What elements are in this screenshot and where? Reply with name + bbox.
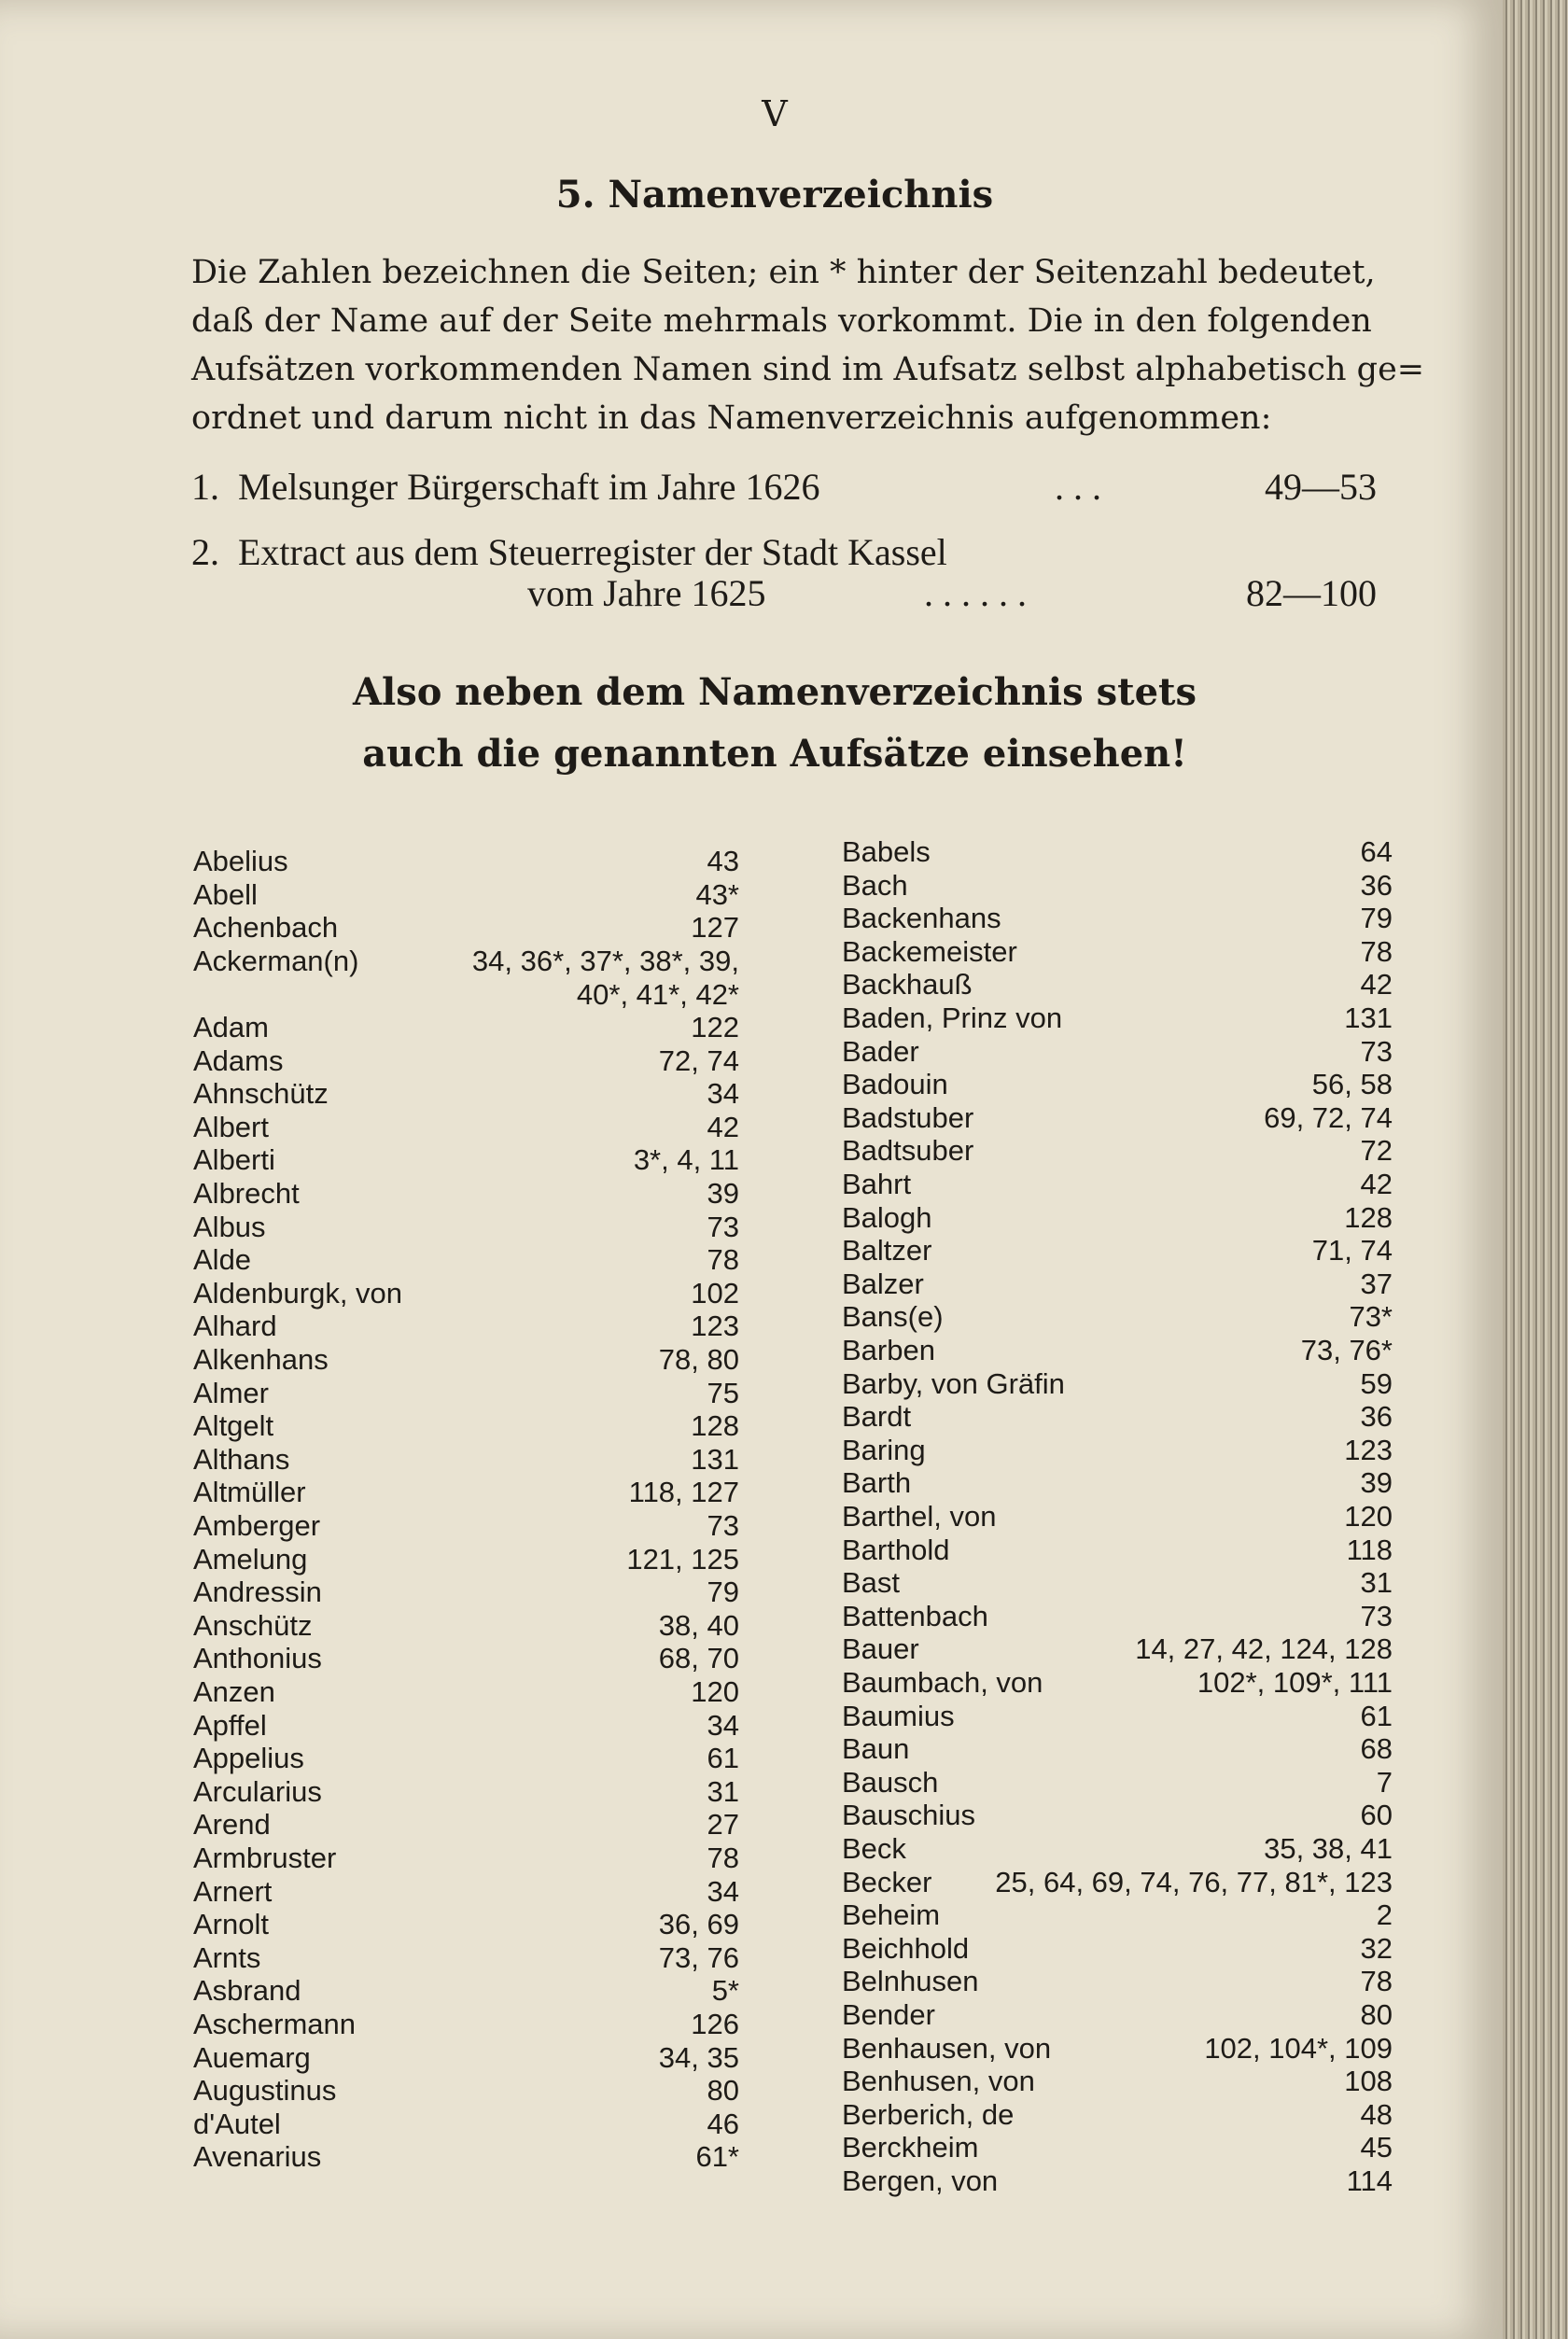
entry-pages: 42: [707, 1110, 739, 1143]
index-entry: [842, 1466, 1393, 1500]
index-entry: [842, 1898, 1393, 1932]
index-entry: [842, 1534, 1393, 1567]
index-entry: [842, 1134, 1393, 1168]
entry-name: Ackerman(n): [193, 944, 359, 977]
entry-pages: 73: [707, 1210, 739, 1243]
entry-name: Bardt: [842, 1400, 912, 1434]
index-entry: [842, 1400, 1393, 1434]
index-entry: [193, 1377, 739, 1410]
excluded-2-title: Extract aus dem Steuerregister der Stadt Kassel: [238, 531, 947, 573]
entry-name: Balzer: [842, 1267, 924, 1300]
entry-name: Adams: [193, 1043, 284, 1077]
entry-name: Bergen, von: [842, 2164, 999, 2197]
entry-pages: 79: [707, 1576, 739, 1609]
index-entry: [842, 1234, 1393, 1268]
entry-name: Alberti: [193, 1143, 275, 1177]
entry-name: Baumbach, von: [842, 1666, 1043, 1699]
entry-pages: 27: [707, 1808, 739, 1842]
entry-name: Abelius: [193, 845, 288, 877]
entry-pages: 128: [1344, 1200, 1393, 1234]
intro-line: Aufsätzen vorkommenden Namen sind im Aufsatz selbst alphabetisch ge=: [191, 351, 1425, 388]
entry-pages: 131: [691, 1442, 739, 1476]
index-entry: [193, 1044, 739, 1078]
notice-line: auch die genannten Aufsätze einsehen!: [362, 732, 1187, 776]
index-entry: [193, 1111, 739, 1144]
entry-name: Arcularius: [193, 1774, 322, 1808]
entry-name: Arend: [193, 1808, 271, 1842]
index-entry: [193, 1310, 739, 1343]
entry-pages: 80: [1360, 1998, 1393, 2031]
entry-name: Auemarg: [193, 2040, 311, 2074]
entry-name: Baumius: [842, 1699, 955, 1732]
entry-pages: 68: [1360, 1732, 1393, 1766]
entry-pages: 131: [1344, 1001, 1393, 1034]
index-entry: [193, 1177, 739, 1211]
entry-name: Aschermann: [193, 2008, 357, 2040]
index-entry: [193, 845, 739, 878]
index-entry: [193, 1941, 739, 1975]
entry-pages: 35, 38, 41: [1264, 1832, 1393, 1865]
entry-pages: 64: [1360, 835, 1393, 868]
entry-name: Barthel, von: [842, 1500, 997, 1533]
entry-pages: 39: [1360, 1466, 1393, 1500]
entry-pages: 48: [1360, 2097, 1393, 2131]
index-entry: [842, 1632, 1393, 1666]
entry-pages: 31: [1360, 1566, 1393, 1600]
index-entry: [842, 1700, 1393, 1733]
entry-pages: 34: [707, 1077, 739, 1111]
entry-name: Bahrt: [842, 1168, 912, 1200]
entry-pages: 118, 127: [628, 1476, 739, 1509]
entry-name: Amberger: [193, 1509, 321, 1542]
entry-name: Armbruster: [193, 1842, 337, 1874]
index-entry: [842, 935, 1393, 969]
entry-name: Babels: [842, 835, 931, 868]
entry-name: Avenarius: [193, 2140, 322, 2174]
entry-pages: 7: [1376, 1765, 1393, 1799]
index-entry: [193, 1642, 739, 1675]
entry-name: Albert: [193, 1110, 269, 1143]
index-entry: [193, 2140, 739, 2174]
index-entry: [193, 1509, 739, 1543]
entry-pages: 123: [1344, 1433, 1393, 1466]
entry-pages: 108: [1344, 2065, 1393, 2098]
entry-pages: 25, 64, 69, 74, 76, 77, 81*, 123: [995, 1865, 1393, 1898]
entry-name: Backhauß: [842, 968, 973, 1001]
entry-pages: 73*: [1349, 1300, 1393, 1334]
index-entry: [193, 1808, 739, 1842]
page-edges: [1503, 0, 1568, 2339]
entry-name: Ahnschütz: [193, 1077, 329, 1111]
entry-pages: 127: [691, 911, 739, 945]
entry-pages: 102*, 109*, 111: [1197, 1666, 1393, 1699]
entry-pages: 34: [707, 1708, 739, 1742]
entry-name: Arnolt: [193, 1908, 269, 1941]
entry-pages: 36: [1360, 1400, 1393, 1434]
entry-name: Abell: [193, 877, 258, 911]
entry-name: Altgelt: [193, 1409, 274, 1443]
entry-pages: 42: [1360, 968, 1393, 1001]
index-entry: [193, 1443, 739, 1477]
entry-name: Bauschius: [842, 1799, 976, 1832]
entry-name: Arnts: [193, 1940, 261, 1974]
entry-name: Arnert: [193, 1874, 273, 1908]
intro-line: daß der Name auf der Seite mehrmals vorkommt. Die in den folgenden: [191, 302, 1372, 340]
index-entry: [193, 1675, 739, 1709]
excluded-1-pages: 49—53: [1265, 466, 1377, 508]
intro-line: ordnet und darum nicht in das Namenverzeichnis aufgenommen:: [191, 399, 1272, 437]
index-entry: [193, 1277, 739, 1310]
entry-name: Augustinus: [193, 2074, 337, 2108]
entry-name: Bach: [842, 868, 908, 902]
index-entry: [193, 1543, 739, 1576]
entry-pages: 78: [1360, 1965, 1393, 1998]
entry-pages: 36, 69: [658, 1908, 739, 1941]
entry-pages: 61: [707, 1742, 739, 1775]
entry-pages: 39: [707, 1177, 739, 1210]
entry-pages: 56, 58: [1311, 1068, 1393, 1101]
index-entry: [193, 944, 739, 1011]
entry-name: Benhausen, von: [842, 2031, 1052, 2065]
entry-name: Adam: [193, 1011, 269, 1043]
entry-name: Beheim: [842, 1898, 941, 1932]
entry-name: Baltzer: [842, 1234, 932, 1268]
entry-pages: 118: [1346, 1533, 1393, 1566]
index-entry: [193, 1875, 739, 1909]
index-entry: [842, 2131, 1393, 2164]
index-entry: [193, 1143, 739, 1177]
entry-pages: 114: [1346, 2164, 1393, 2197]
entry-name: Anthonius: [193, 1642, 322, 1675]
index-entry: [842, 968, 1393, 1001]
index-entry: [842, 1732, 1393, 1766]
index-entry: [842, 1566, 1393, 1600]
entry-name: Albus: [193, 1210, 266, 1243]
entry-pages: 61*: [695, 2140, 739, 2174]
index-entry: [842, 1766, 1393, 1800]
excluded-1-num: 1.: [191, 466, 219, 508]
index-entry: [193, 1576, 739, 1609]
entry-pages: 128: [691, 1409, 739, 1443]
entry-pages: 80: [707, 2074, 739, 2108]
entry-name: Anschütz: [193, 1608, 313, 1642]
excluded-2-title-cont: vom Jahre 1625: [527, 572, 766, 614]
entry-pages: 46: [707, 2107, 739, 2140]
index-entry: [842, 869, 1393, 903]
entry-pages: 121, 125: [626, 1542, 739, 1576]
entry-name: Amelung: [193, 1542, 308, 1576]
entry-name: Backemeister: [842, 934, 1017, 968]
index-entry: [842, 1799, 1393, 1832]
entry-pages: 73: [1360, 1034, 1393, 1068]
entry-name: d'Autel: [193, 2107, 281, 2140]
entry-pages: 42: [1360, 1168, 1393, 1200]
index-entry: [842, 1434, 1393, 1467]
index-entry: [193, 1908, 739, 1941]
entry-name: Anzen: [193, 1675, 275, 1708]
entry-name: Appelius: [193, 1742, 304, 1775]
entry-pages: 36: [1360, 868, 1393, 902]
entry-pages: 5*: [711, 1974, 739, 2008]
entry-pages: 72, 74: [658, 1043, 739, 1077]
entry-pages: 71, 74: [1311, 1234, 1393, 1268]
index-entry: [842, 1832, 1393, 1866]
entry-pages: 126: [691, 2008, 739, 2040]
index-entry: [193, 2008, 739, 2041]
index-entry: [193, 1409, 739, 1443]
entry-pages: 73: [1360, 1599, 1393, 1632]
entry-pages: 79: [1360, 902, 1393, 935]
index-entry: [193, 1243, 739, 1277]
entry-name: Berberich, de: [842, 2097, 1015, 2131]
index-entry: [193, 1709, 739, 1743]
entry-name: Baun: [842, 1732, 910, 1766]
entry-pages: 32: [1360, 1931, 1393, 1965]
index-entry: [193, 1211, 739, 1244]
index-column-right: [842, 835, 1393, 2235]
entry-name: Asbrand: [193, 1974, 301, 2008]
entry-name: Albrecht: [193, 1177, 300, 1210]
entry-pages: 102, 104*, 109: [1204, 2031, 1393, 2065]
index-entry: [842, 2098, 1393, 2132]
entry-name: Alhard: [193, 1310, 277, 1343]
index-entry: [842, 902, 1393, 935]
entry-name: Andressin: [193, 1576, 322, 1609]
index-entry: [842, 1367, 1393, 1401]
entry-name: Benhusen, von: [842, 2065, 1035, 2098]
entry-pages: 59: [1360, 1366, 1393, 1400]
entry-name: Bast: [842, 1566, 901, 1600]
entry-name: Beck: [842, 1832, 906, 1865]
intro-line: Die Zahlen bezeichnen die Seiten; ein * hinter der Seitenzahl bedeutet,: [191, 254, 1376, 291]
index-entry: [842, 1866, 1393, 1899]
entry-pages: 73, 76: [658, 1940, 739, 1974]
entry-name: Bader: [842, 1034, 919, 1068]
entry-name: Becker: [842, 1865, 932, 1898]
entry-pages: 72: [1360, 1134, 1393, 1168]
entry-pages: 3*, 4, 11: [633, 1143, 739, 1177]
index-entry: [193, 1476, 739, 1509]
entry-pages: 78: [1360, 934, 1393, 968]
entry-name: Backenhans: [842, 902, 1001, 935]
index-entry: [193, 2074, 739, 2108]
entry-pages: 31: [707, 1774, 739, 1808]
index-entry: [842, 1965, 1393, 1998]
excluded-2-num: 2.: [191, 531, 219, 573]
page-number: V: [762, 93, 788, 134]
entry-pages: 2: [1376, 1898, 1393, 1932]
index-entry: [193, 2108, 739, 2141]
entry-pages: 102: [691, 1276, 739, 1310]
entry-name: Baden, Prinz von: [842, 1001, 1063, 1034]
entry-pages: 43*: [695, 877, 739, 911]
entry-name: Alde: [193, 1243, 252, 1277]
entry-name: Beichhold: [842, 1931, 970, 1965]
index-entry: [193, 878, 739, 912]
index-entry: [842, 1600, 1393, 1633]
index-entry: [842, 1932, 1393, 1966]
entry-pages: 37: [1360, 1267, 1393, 1300]
index-entry: [842, 2032, 1393, 2066]
index-entry: [842, 1334, 1393, 1367]
entry-name: Bauer: [842, 1632, 919, 1666]
notice-line: Also neben dem Namenverzeichnis stets: [352, 670, 1197, 714]
entry-name: Baring: [842, 1433, 926, 1466]
entry-pages: 123: [691, 1310, 739, 1343]
entry-name: Aldenburgk, von: [193, 1276, 403, 1310]
entry-pages: 34, 36*, 37*, 38*, 39,: [471, 944, 739, 977]
entry-pages: 122: [691, 1011, 739, 1043]
index-entry: [842, 1068, 1393, 1101]
index-column-left: [193, 845, 739, 2245]
entry-name: Barby, von Gräfin: [842, 1366, 1065, 1400]
index-entry: [193, 1609, 739, 1643]
entry-name: Balogh: [842, 1200, 932, 1234]
entry-pages: 45: [1360, 2131, 1393, 2164]
entry-name: Belnhusen: [842, 1965, 979, 1998]
entry-pages: 73, 76*: [1300, 1334, 1393, 1366]
entry-name: Bausch: [842, 1765, 939, 1799]
entry-pages: 43: [707, 845, 739, 877]
index-entry: [842, 1001, 1393, 1035]
entry-name: Berckheim: [842, 2131, 979, 2164]
entry-pages: 120: [691, 1675, 739, 1708]
index-entry: [842, 1666, 1393, 1700]
entry-pages: 14, 27, 42, 124, 128: [1135, 1632, 1393, 1666]
index-entry: [842, 1500, 1393, 1534]
index-entry: [842, 1268, 1393, 1301]
entry-name: Battenbach: [842, 1599, 988, 1632]
entry-pages: 78: [707, 1842, 739, 1874]
index-entry: [842, 2164, 1393, 2198]
entry-pages: 61: [1360, 1699, 1393, 1732]
entry-pages: 34: [707, 1874, 739, 1908]
index-entry: [193, 1775, 739, 1809]
excluded-2-dots: . . . . . .: [924, 572, 1027, 614]
entry-pages: 75: [707, 1376, 739, 1409]
index-entry: [842, 1998, 1393, 2032]
index-entry: [842, 1201, 1393, 1235]
entry-name: Badouin: [842, 1068, 948, 1101]
entry-pages: 73: [707, 1509, 739, 1542]
entry-pages-cont: 40*, 41*, 42*: [576, 977, 739, 1011]
index-entry: [193, 911, 739, 945]
excluded-2-pages: 82—100: [1246, 572, 1377, 614]
index-entry: [842, 835, 1393, 869]
entry-name: Althans: [193, 1442, 290, 1476]
index-entry: [193, 1077, 739, 1111]
entry-name: Barben: [842, 1334, 935, 1366]
entry-pages: 68, 70: [658, 1642, 739, 1675]
index-entry: [193, 1842, 739, 1875]
entry-pages: 120: [1344, 1500, 1393, 1533]
entry-name: Bans(e): [842, 1300, 944, 1334]
index-entry: [842, 1101, 1393, 1135]
entry-name: Almer: [193, 1376, 269, 1409]
index-entry: [193, 1742, 739, 1775]
entry-name: Barth: [842, 1466, 912, 1500]
entry-name: Achenbach: [193, 911, 339, 945]
index-entry: [842, 2065, 1393, 2098]
index-entry: [193, 2041, 739, 2075]
entry-pages: 78: [707, 1243, 739, 1277]
entry-name: Badstuber: [842, 1100, 974, 1134]
entry-name: Altmüller: [193, 1476, 306, 1509]
entry-name: Apffel: [193, 1708, 267, 1742]
entry-name: Bender: [842, 1998, 935, 2031]
section-title: 5. Namenverzeichnis: [555, 173, 994, 217]
index-entry: [193, 1974, 739, 2008]
entry-pages: 60: [1360, 1799, 1393, 1832]
entry-name: Barthold: [842, 1533, 950, 1566]
index-entry: [193, 1343, 739, 1377]
entry-pages: 34, 35: [658, 2040, 739, 2074]
index-entry: [842, 1300, 1393, 1334]
index-entry: [193, 1011, 739, 1044]
excluded-1-dots: . . .: [1055, 466, 1101, 508]
index-entry: [842, 1168, 1393, 1201]
entry-pages: 38, 40: [658, 1608, 739, 1642]
entry-name: Alkenhans: [193, 1343, 329, 1376]
excluded-1-title: Melsunger Bürgerschaft im Jahre 1626: [238, 466, 820, 508]
entry-pages: 69, 72, 74: [1264, 1100, 1393, 1134]
index-entry: [842, 1035, 1393, 1069]
entry-pages: 78, 80: [658, 1343, 739, 1376]
entry-name: Badtsuber: [842, 1134, 974, 1168]
